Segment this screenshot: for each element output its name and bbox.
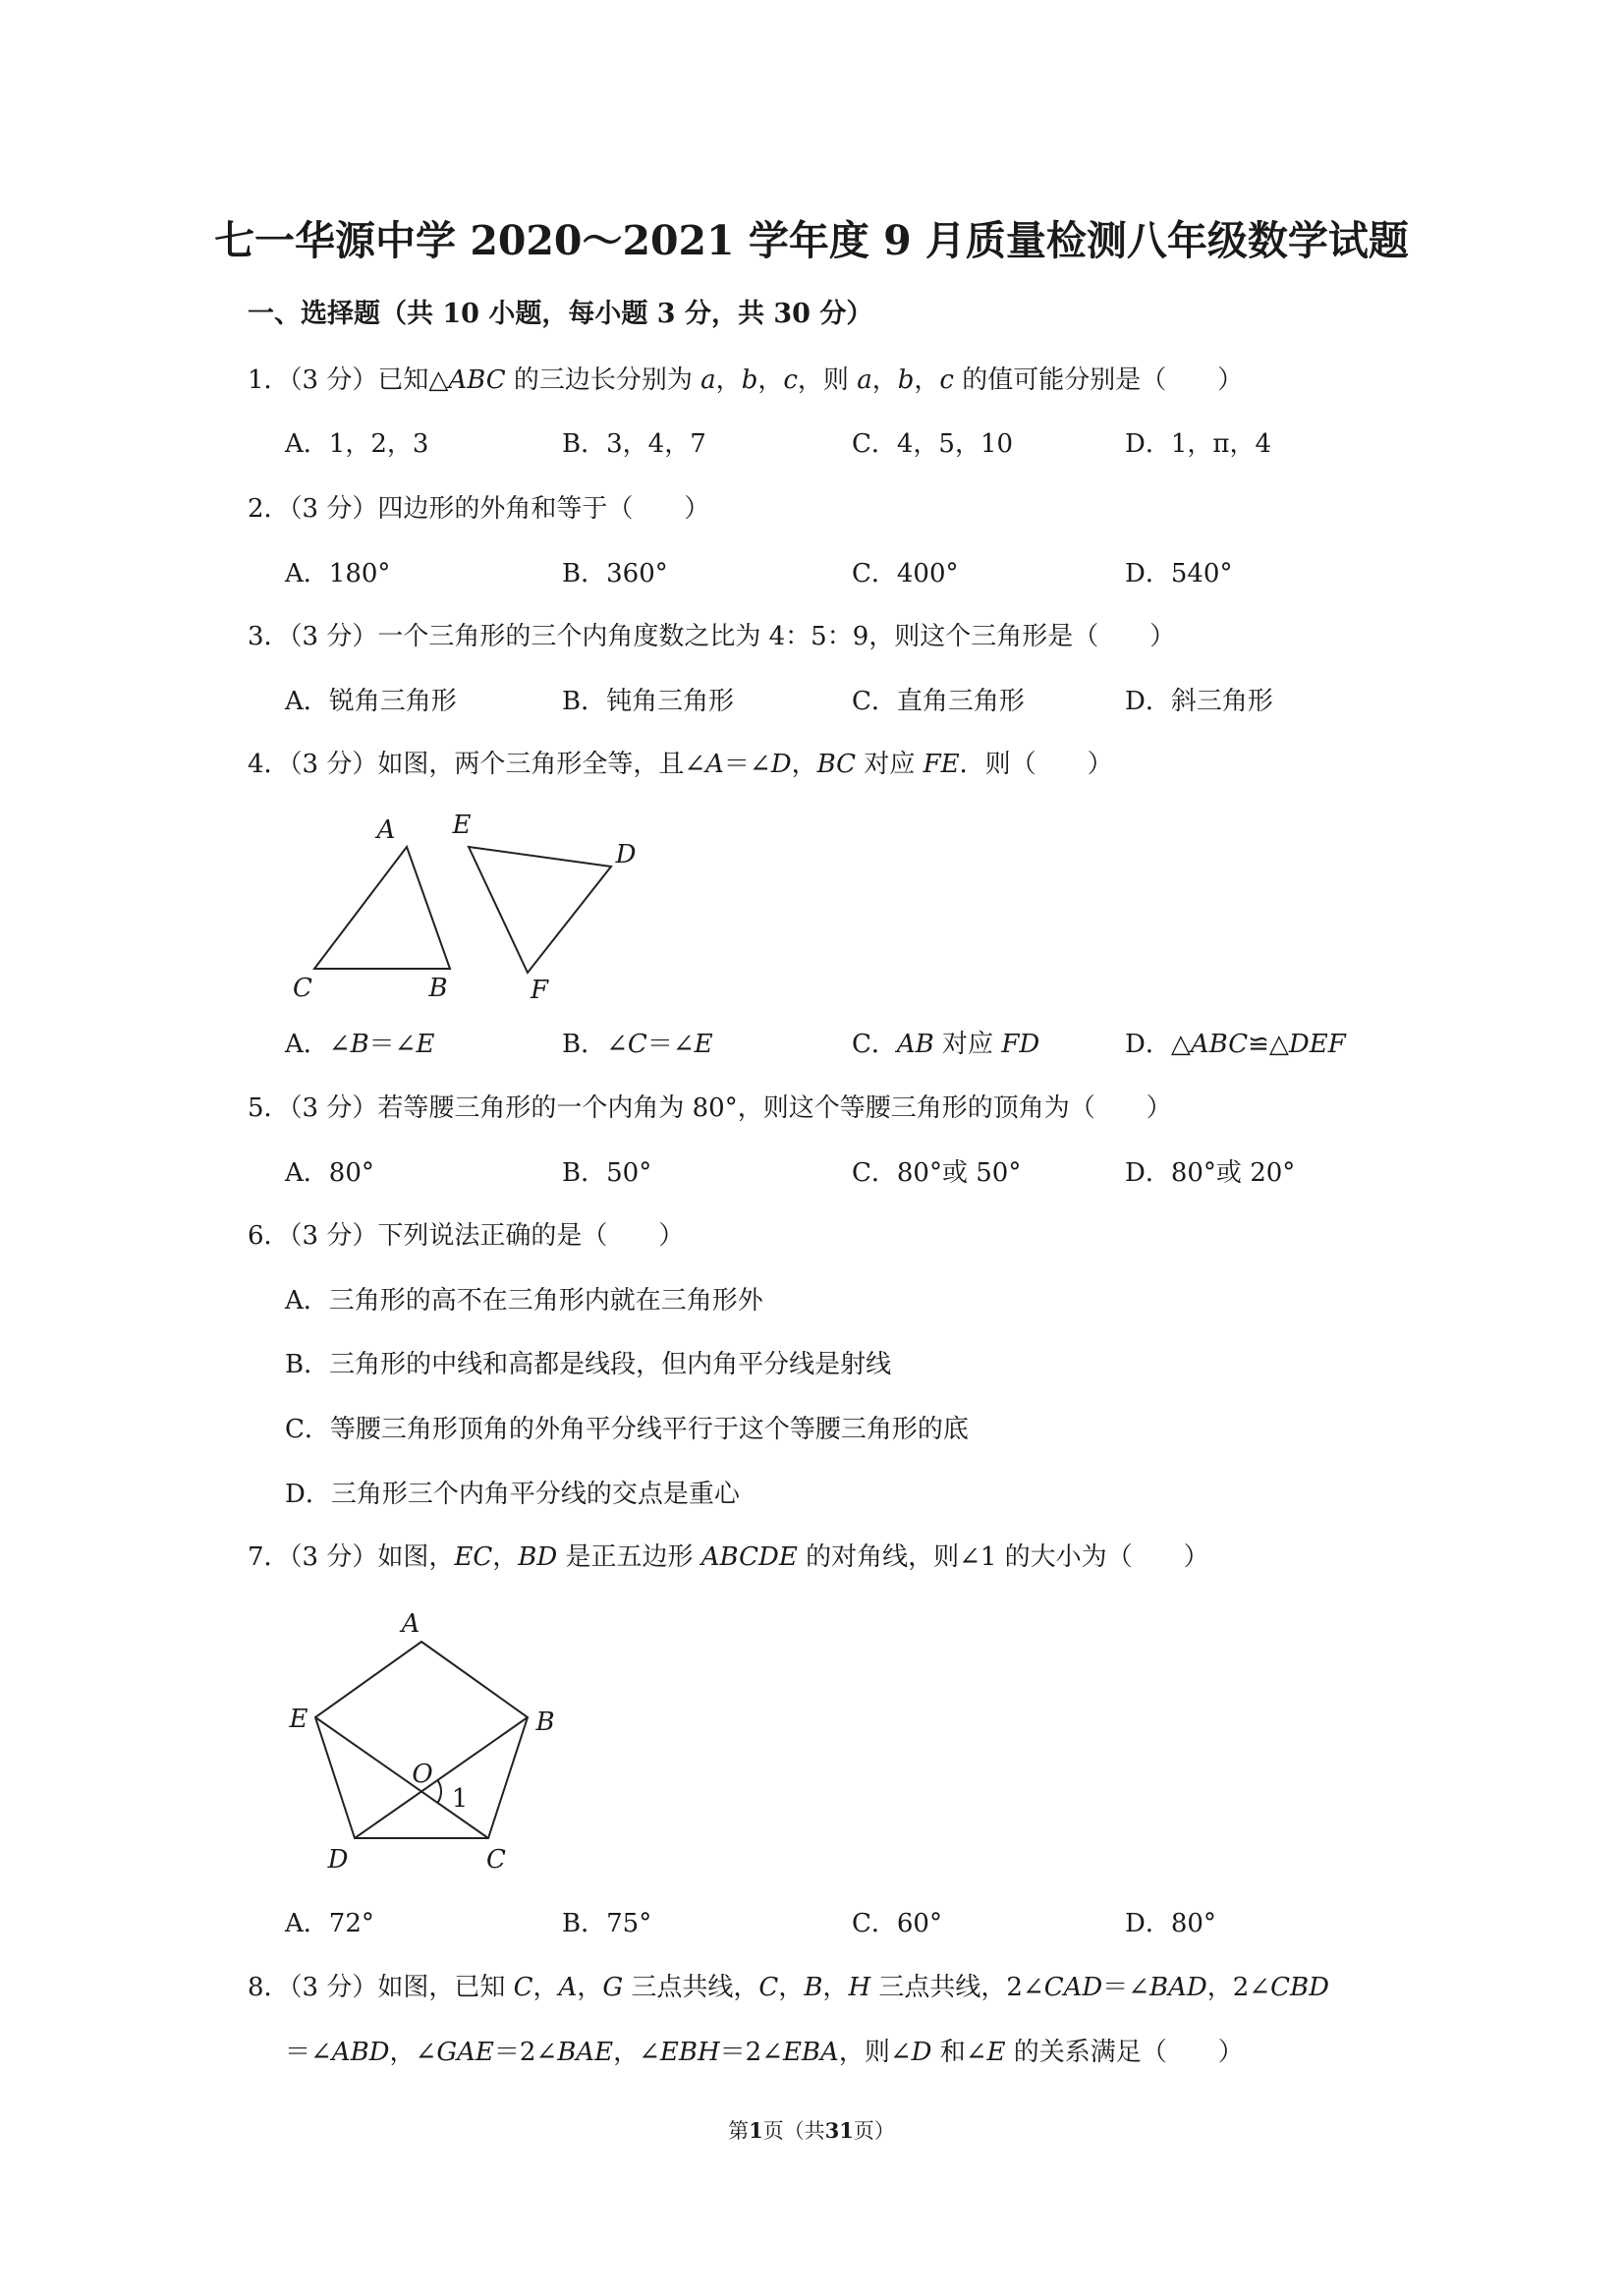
vertex-label-d: D bbox=[615, 840, 637, 869]
text-run: D．斜三角形 bbox=[1125, 687, 1273, 716]
question-8-stem bbox=[248, 1970, 1329, 2005]
text-run: C．80°或 50° bbox=[852, 1158, 1022, 1188]
option-c bbox=[852, 1155, 1021, 1191]
congruent-triangles-figure bbox=[285, 806, 678, 1017]
text-run: ＝∠ bbox=[285, 2038, 332, 2067]
text-run: 对应 bbox=[856, 750, 923, 779]
text-run: 7．（3 分）如图， bbox=[248, 1542, 455, 1572]
question-7-stem bbox=[248, 1540, 1209, 1575]
option-c bbox=[852, 684, 1025, 719]
math-variable: A bbox=[705, 750, 724, 779]
angle-label-1: 1 bbox=[451, 1784, 469, 1814]
question-5-stem bbox=[248, 1091, 1172, 1126]
question-7-options bbox=[0, 1906, 1623, 1941]
text-run: 是正五边形 bbox=[557, 1542, 701, 1572]
math-variable: BD bbox=[518, 1542, 558, 1572]
option-b bbox=[562, 1906, 651, 1941]
math-variable: EBA bbox=[782, 2038, 839, 2067]
text-run: D．△ bbox=[1125, 1030, 1191, 1059]
text-run: A．1，2，3 bbox=[285, 429, 429, 459]
text-run: A．锐角三角形 bbox=[285, 687, 457, 716]
page-number-footer bbox=[0, 2116, 1623, 2146]
text-run: C．60° bbox=[852, 1909, 942, 1938]
option-d bbox=[1125, 556, 1232, 591]
text-run: ＝∠ bbox=[646, 1030, 695, 1059]
option-a bbox=[285, 1155, 374, 1191]
question-6-option-a bbox=[285, 1283, 763, 1318]
text-run: 8．（3 分）如图，已知 bbox=[248, 1973, 514, 2002]
text-run: B．钝角三角形 bbox=[562, 687, 735, 716]
text-run: ， bbox=[791, 750, 817, 779]
math-variable: B bbox=[350, 1030, 369, 1059]
text-run: 6．（3 分）下列说法正确的是（ ） bbox=[248, 1221, 685, 1251]
text-run: 5．（3 分）若等腰三角形的一个内角为 80°，则这个等腰三角形的顶角为（ ） bbox=[248, 1093, 1172, 1123]
option-c bbox=[852, 1906, 942, 1941]
vertex-label-b: B bbox=[428, 974, 448, 1003]
vertex-label-f: F bbox=[530, 976, 549, 1005]
math-variable: BC bbox=[816, 750, 857, 779]
option-c bbox=[852, 556, 959, 591]
text-run: 对应 bbox=[933, 1030, 1002, 1059]
option-a bbox=[285, 556, 390, 591]
bold-number: 1 bbox=[749, 2118, 763, 2143]
text-run: ，∠ bbox=[613, 2038, 660, 2067]
text-run: 三点共线， bbox=[623, 1973, 759, 2002]
text-run: B．三角形的中线和高都是线段，但内角平分线是射线 bbox=[285, 1350, 892, 1379]
text-run: A．72° bbox=[285, 1909, 374, 1938]
math-variable: E bbox=[694, 1030, 713, 1059]
angle-1-arc bbox=[437, 1780, 441, 1803]
math-variable: a bbox=[700, 365, 716, 395]
math-variable: EC bbox=[454, 1542, 493, 1572]
text-run: 的值可能分别是（ ） bbox=[953, 365, 1244, 395]
text-run: D．三角形三个内角平分线的交点是重心 bbox=[285, 1480, 740, 1509]
math-variable: C bbox=[627, 1030, 647, 1059]
option-b bbox=[562, 684, 734, 719]
text-run: ，2∠ bbox=[1206, 1973, 1271, 2002]
text-run: B．3，4，7 bbox=[562, 429, 706, 459]
vertex-label-e: E bbox=[452, 811, 472, 840]
option-d bbox=[1125, 426, 1271, 462]
math-variable: EBH bbox=[659, 2038, 720, 2067]
math-variable: BAD bbox=[1149, 1973, 1207, 2002]
text-run: 的关系满足（ ） bbox=[1005, 2038, 1244, 2067]
option-a bbox=[285, 1027, 434, 1062]
option-b bbox=[562, 1155, 651, 1191]
math-variable: c bbox=[783, 365, 798, 395]
text-run: 的三边长分别为 bbox=[505, 365, 701, 395]
text-run: 页） bbox=[853, 2119, 895, 2143]
text-run: 和∠ bbox=[931, 2038, 987, 2067]
math-variable: G bbox=[602, 1973, 624, 2002]
math-variable: DEF bbox=[1288, 1030, 1346, 1059]
question-1-stem bbox=[248, 363, 1243, 398]
option-d bbox=[1125, 1027, 1346, 1062]
intersection-label-o: O bbox=[412, 1760, 433, 1789]
triangle-abc bbox=[314, 847, 450, 969]
text-run: A．∠ bbox=[285, 1030, 351, 1059]
vertex-label-e: E bbox=[289, 1705, 308, 1734]
option-a bbox=[285, 1906, 374, 1941]
math-variable: c bbox=[939, 365, 954, 395]
math-variable: ABC bbox=[448, 365, 506, 395]
math-variable: E bbox=[416, 1030, 435, 1059]
question-3-options bbox=[0, 684, 1623, 719]
vertex-label-c: C bbox=[293, 974, 312, 1003]
text-run: 三点共线，2∠ bbox=[870, 1973, 1044, 2002]
option-b bbox=[562, 1027, 713, 1062]
option-b bbox=[562, 426, 706, 462]
text-run: C．400° bbox=[852, 559, 959, 588]
text-run: ＝2∠ bbox=[719, 2038, 783, 2067]
exam-title: 七一华源中学 2020～2021 学年度 9 月质量检测八年级数学试题 bbox=[214, 217, 1409, 264]
text-run: ，∠ bbox=[389, 2038, 437, 2067]
vertex-label-a: A bbox=[401, 1609, 420, 1639]
text-run: 3．（3 分）一个三角形的三个内角度数之比为 4：5：9，则这个三角形是（ ） bbox=[248, 622, 1176, 651]
question-4-stem bbox=[248, 747, 1113, 782]
vertex-label-a: A bbox=[376, 815, 396, 845]
text-run: D．540° bbox=[1125, 559, 1233, 588]
math-variable: CAD bbox=[1043, 1973, 1103, 2002]
text-run: ．则（ ） bbox=[959, 750, 1113, 779]
text-run: ， bbox=[532, 1973, 559, 2002]
text-run: B．360° bbox=[562, 559, 668, 588]
text-run: C．4，5，10 bbox=[852, 429, 1014, 459]
text-run: 4．（3 分）如图，两个三角形全等，且∠ bbox=[248, 750, 706, 779]
math-variable: BAE bbox=[557, 2038, 614, 2067]
triangle-edf bbox=[469, 847, 611, 973]
text-run: ， bbox=[757, 365, 784, 395]
option-c bbox=[852, 426, 1013, 462]
text-run: 的对角线，则∠1 的大小为（ ） bbox=[797, 1542, 1209, 1572]
math-variable: AB bbox=[896, 1030, 934, 1059]
math-variable: FE bbox=[923, 750, 960, 779]
math-variable: b bbox=[897, 365, 915, 395]
math-variable: A bbox=[558, 1973, 578, 2002]
text-run: C．直角三角形 bbox=[852, 687, 1025, 716]
math-variable: FD bbox=[1001, 1030, 1040, 1059]
text-run: ， bbox=[715, 365, 742, 395]
vertex-label-c: C bbox=[486, 1845, 506, 1875]
text-run: A．180° bbox=[285, 559, 391, 588]
math-variable: b bbox=[741, 365, 758, 395]
math-variable: D bbox=[911, 2038, 932, 2067]
text-run: 2．（3 分）四边形的外角和等于（ ） bbox=[248, 494, 710, 524]
text-run: A．80° bbox=[285, 1158, 374, 1188]
text-run: D．80°或 20° bbox=[1125, 1158, 1296, 1188]
math-variable: C bbox=[513, 1973, 533, 2002]
text-run: ＝∠ bbox=[723, 750, 771, 779]
question-6-option-d bbox=[285, 1477, 740, 1512]
question-2-options bbox=[0, 556, 1623, 591]
option-d bbox=[1125, 1155, 1295, 1191]
math-variable: GAE bbox=[436, 2038, 494, 2067]
math-variable: B bbox=[804, 1973, 823, 2002]
text-run: ， bbox=[914, 365, 940, 395]
text-run: ， bbox=[778, 1973, 805, 2002]
text-run: D．1，π，4 bbox=[1125, 429, 1272, 459]
text-run: C．等腰三角形顶角的外角平分线平行于这个等腰三角形的底 bbox=[285, 1415, 969, 1444]
math-variable: a bbox=[857, 365, 872, 395]
question-6-option-b bbox=[285, 1347, 891, 1382]
math-variable: CBD bbox=[1270, 1973, 1329, 2002]
option-b bbox=[562, 556, 668, 591]
question-4-options bbox=[0, 1027, 1623, 1062]
text-run: ， bbox=[871, 365, 898, 395]
text-run: B．∠ bbox=[562, 1030, 628, 1059]
question-3-stem bbox=[248, 619, 1175, 654]
text-run: ， bbox=[492, 1542, 519, 1572]
option-a bbox=[285, 684, 457, 719]
option-c bbox=[852, 1027, 1039, 1062]
text-run: ＝∠ bbox=[368, 1030, 417, 1059]
text-run: ， bbox=[822, 1973, 849, 2002]
question-8-stem-continued bbox=[285, 2035, 1244, 2070]
option-d bbox=[1125, 684, 1273, 719]
text-run: B．75° bbox=[562, 1909, 652, 1938]
text-run: ≌△ bbox=[1248, 1030, 1289, 1059]
math-variable: E bbox=[986, 2038, 1006, 2067]
math-variable: H bbox=[848, 1973, 871, 2002]
question-5-options bbox=[0, 1155, 1623, 1191]
math-variable: D bbox=[770, 750, 792, 779]
section-heading: 一、选择题（共 10 小题，每小题 3 分，共 30 分） bbox=[248, 299, 873, 329]
diagonal-bd bbox=[355, 1717, 528, 1838]
vertex-label-b: B bbox=[535, 1708, 555, 1737]
bold-number: 31 bbox=[824, 2118, 854, 2143]
diagonal-ec bbox=[315, 1717, 488, 1838]
option-a bbox=[285, 426, 428, 462]
text-run: ， bbox=[577, 1973, 603, 2002]
text-run: D．80° bbox=[1125, 1909, 1216, 1938]
text-run: C． bbox=[852, 1030, 897, 1059]
text-run: ＝2∠ bbox=[493, 2038, 558, 2067]
vertex-label-d: D bbox=[327, 1845, 349, 1875]
text-run: ＝∠ bbox=[1102, 1973, 1150, 2002]
text-run: ，则∠ bbox=[838, 2038, 912, 2067]
question-1-options bbox=[0, 426, 1623, 462]
math-variable: ABC bbox=[1190, 1030, 1249, 1059]
question-6-option-c bbox=[285, 1412, 969, 1447]
text-run: ，则 bbox=[797, 365, 858, 395]
math-variable: ABCDE bbox=[700, 1542, 798, 1572]
text-run: 页（共 bbox=[762, 2119, 825, 2143]
text-run: A．三角形的高不在三角形内就在三角形外 bbox=[285, 1286, 763, 1316]
option-d bbox=[1125, 1906, 1216, 1941]
pentagon-figure bbox=[275, 1592, 570, 1886]
text-run: 1．（3 分）已知△ bbox=[248, 365, 449, 395]
math-variable: C bbox=[758, 1973, 779, 2002]
text-run: 第 bbox=[728, 2119, 750, 2143]
text-run: B．50° bbox=[562, 1158, 652, 1188]
math-variable: ABD bbox=[331, 2038, 390, 2067]
question-6-stem bbox=[248, 1218, 684, 1254]
question-2-stem bbox=[248, 491, 709, 527]
